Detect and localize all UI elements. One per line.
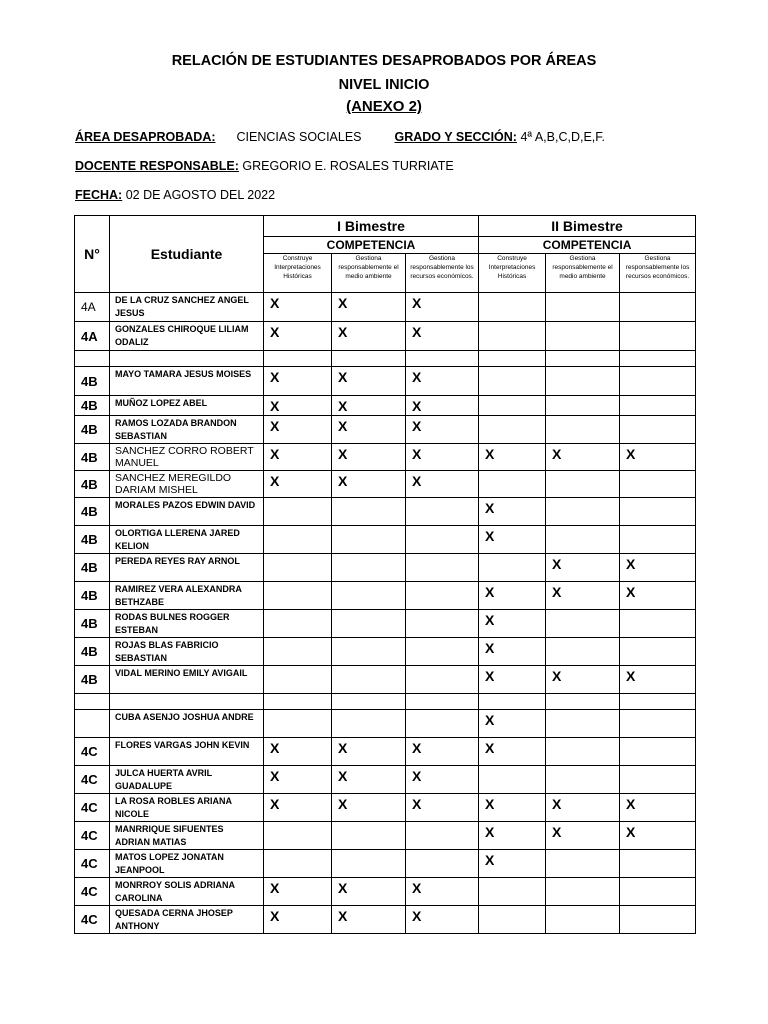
student-name: RAMOS LOZADA BRANDON SEBASTIAN	[110, 416, 264, 444]
fecha-label: FECHA:	[75, 188, 123, 202]
mark-cell: X	[406, 794, 479, 822]
mark-cell	[620, 396, 696, 416]
mark-cell	[546, 906, 620, 934]
row-section: 4C	[75, 766, 110, 794]
header-number: N°	[75, 216, 110, 293]
mark-cell: X	[620, 554, 696, 582]
mark-cell	[479, 351, 546, 367]
mark-cell	[546, 322, 620, 351]
mark-cell	[546, 738, 620, 766]
student-name: ROJAS BLAS FABRICIO SEBASTIAN	[110, 638, 264, 666]
mark-cell: X	[406, 878, 479, 906]
mark-cell: X	[332, 738, 406, 766]
row-section: 4B	[75, 666, 110, 694]
row-section: 4C	[75, 738, 110, 766]
table-row	[75, 666, 696, 694]
row-section: 4B	[75, 396, 110, 416]
mark-cell	[546, 878, 620, 906]
student-name	[110, 694, 264, 710]
mark-cell: X	[546, 582, 620, 610]
table-row	[75, 351, 696, 367]
mark-cell	[406, 666, 479, 694]
meta-fecha-row	[75, 188, 275, 202]
mark-cell: X	[332, 878, 406, 906]
mark-cell	[406, 526, 479, 554]
table-row	[75, 906, 696, 934]
row-section: 4A	[75, 322, 110, 351]
mark-cell	[479, 322, 546, 351]
row-section: 4B	[75, 498, 110, 526]
mark-cell: X	[406, 738, 479, 766]
mark-cell	[406, 638, 479, 666]
student-name: QUESADA CERNA JHOSEP ANTHONY	[110, 906, 264, 934]
mark-cell	[546, 610, 620, 638]
mark-cell	[479, 396, 546, 416]
row-section: 4B	[75, 582, 110, 610]
mark-cell: X	[264, 293, 332, 322]
header-sub-historicas-2: Construye Interpretaciones Históricas	[479, 254, 546, 293]
table-row	[75, 710, 696, 738]
mark-cell	[264, 498, 332, 526]
mark-cell	[332, 822, 406, 850]
mark-cell	[479, 766, 546, 794]
mark-cell	[264, 610, 332, 638]
mark-cell	[332, 351, 406, 367]
mark-cell: X	[546, 666, 620, 694]
mark-cell	[620, 906, 696, 934]
row-section: 4B	[75, 471, 110, 498]
mark-cell	[264, 822, 332, 850]
mark-cell: X	[406, 396, 479, 416]
mark-cell	[620, 850, 696, 878]
table-row	[75, 293, 696, 322]
mark-cell	[620, 610, 696, 638]
mark-cell	[620, 738, 696, 766]
mark-cell	[479, 416, 546, 444]
mark-cell: X	[406, 322, 479, 351]
student-name: OLORTIGA LLERENA JARED KELION	[110, 526, 264, 554]
row-section	[75, 694, 110, 710]
mark-cell	[264, 666, 332, 694]
mark-cell	[479, 367, 546, 396]
document-annex: (ANEXO 2)	[346, 98, 422, 115]
mark-cell: X	[332, 367, 406, 396]
mark-cell: X	[264, 367, 332, 396]
mark-cell: X	[406, 444, 479, 471]
mark-cell: X	[620, 666, 696, 694]
fecha-value: 02 DE AGOSTO DEL 2022	[125, 188, 276, 202]
mark-cell: X	[264, 444, 332, 471]
row-section: 4B	[75, 638, 110, 666]
mark-cell: X	[264, 396, 332, 416]
table-row	[75, 638, 696, 666]
mark-cell	[406, 822, 479, 850]
mark-cell	[332, 610, 406, 638]
row-section: 4C	[75, 878, 110, 906]
student-name: MUÑOZ LOPEZ ABEL	[110, 396, 264, 416]
mark-cell: X	[620, 822, 696, 850]
header-competencia-2: COMPETENCIA	[479, 237, 696, 254]
mark-cell: X	[546, 444, 620, 471]
mark-cell: X	[406, 293, 479, 322]
row-section: 4B	[75, 416, 110, 444]
row-section: 4B	[75, 610, 110, 638]
mark-cell: X	[406, 367, 479, 396]
mark-cell: X	[479, 498, 546, 526]
row-section: 4C	[75, 906, 110, 934]
mark-cell	[546, 638, 620, 666]
mark-cell	[406, 351, 479, 367]
header-sub-economicos-1: Gestiona responsablemente los recursos económicos.	[406, 254, 479, 293]
mark-cell	[332, 498, 406, 526]
docente-value: GREGORIO E. ROSALES TURRIATE	[242, 159, 454, 173]
table-row	[75, 582, 696, 610]
mark-cell: X	[620, 582, 696, 610]
mark-cell	[620, 878, 696, 906]
mark-cell: X	[332, 293, 406, 322]
row-section: 4B	[75, 554, 110, 582]
mark-cell	[406, 498, 479, 526]
mark-cell: X	[546, 794, 620, 822]
mark-cell	[332, 850, 406, 878]
student-name: MATOS LOPEZ JONATAN JEANPOOL	[110, 850, 264, 878]
mark-cell	[620, 322, 696, 351]
document-subtitle: NIVEL INICIO	[338, 77, 430, 93]
header-student: Estudiante	[110, 216, 264, 293]
student-name: FLORES VARGAS JOHN KEVIN	[110, 738, 264, 766]
mark-cell: X	[264, 322, 332, 351]
mark-cell: X	[332, 766, 406, 794]
mark-cell: X	[479, 610, 546, 638]
mark-cell: X	[264, 471, 332, 498]
row-section: 4B	[75, 367, 110, 396]
mark-cell: X	[479, 738, 546, 766]
mark-cell: X	[546, 822, 620, 850]
header-bimestre-1: I Bimestre	[264, 216, 479, 237]
student-name: LA ROSA ROBLES ARIANA NICOLE	[110, 794, 264, 822]
student-name: VIDAL MERINO EMILY AVIGAIL	[110, 666, 264, 694]
mark-cell: X	[332, 444, 406, 471]
mark-cell	[406, 694, 479, 710]
mark-cell	[264, 850, 332, 878]
mark-cell: X	[264, 416, 332, 444]
mark-cell: X	[479, 666, 546, 694]
mark-cell: X	[264, 794, 332, 822]
mark-cell	[620, 471, 696, 498]
mark-cell	[620, 367, 696, 396]
row-section	[75, 710, 110, 738]
mark-cell	[332, 666, 406, 694]
mark-cell: X	[479, 822, 546, 850]
mark-cell: X	[264, 738, 332, 766]
mark-cell	[479, 878, 546, 906]
mark-cell: X	[406, 906, 479, 934]
mark-cell	[264, 351, 332, 367]
mark-cell	[546, 351, 620, 367]
mark-cell: X	[332, 322, 406, 351]
row-section: 4B	[75, 526, 110, 554]
mark-cell	[332, 710, 406, 738]
table-row	[75, 444, 696, 471]
header-sub-historicas-1: Construye Interpretaciones Históricas	[264, 254, 332, 293]
table-row	[75, 878, 696, 906]
mark-cell	[546, 710, 620, 738]
table-row	[75, 766, 696, 794]
table-row	[75, 694, 696, 710]
row-section: 4C	[75, 850, 110, 878]
table-row	[75, 794, 696, 822]
mark-cell: X	[264, 878, 332, 906]
table-row	[75, 396, 696, 416]
table-row	[75, 822, 696, 850]
student-name: RODAS BULNES ROGGER ESTEBAN	[110, 610, 264, 638]
mark-cell	[332, 582, 406, 610]
row-section: 4C	[75, 794, 110, 822]
row-section: 4C	[75, 822, 110, 850]
grado-label: GRADO Y SECCIÓN:	[394, 130, 517, 144]
students-table	[74, 215, 696, 934]
mark-cell: X	[479, 850, 546, 878]
mark-cell	[546, 471, 620, 498]
student-name	[110, 351, 264, 367]
mark-cell: X	[479, 444, 546, 471]
table-row	[75, 738, 696, 766]
mark-cell	[264, 638, 332, 666]
mark-cell	[546, 367, 620, 396]
mark-cell	[406, 710, 479, 738]
student-name: JULCA HUERTA AVRIL GUADALUPE	[110, 766, 264, 794]
table-row	[75, 554, 696, 582]
mark-cell	[479, 293, 546, 322]
document-title: RELACIÓN DE ESTUDIANTES DESAPROBADOS POR ÁREAS	[171, 53, 597, 69]
student-name: MORALES PAZOS EDWIN DAVID	[110, 498, 264, 526]
mark-cell: X	[406, 766, 479, 794]
mark-cell: X	[264, 766, 332, 794]
student-name: DE LA CRUZ SANCHEZ ANGEL JESUS	[110, 293, 264, 322]
mark-cell	[264, 554, 332, 582]
mark-cell	[406, 554, 479, 582]
meta-docente-row	[75, 159, 454, 173]
mark-cell: X	[406, 416, 479, 444]
mark-cell	[546, 498, 620, 526]
mark-cell	[332, 554, 406, 582]
mark-cell: X	[479, 526, 546, 554]
mark-cell	[264, 710, 332, 738]
student-name: GONZALES CHIROQUE LILIAM ODALIZ	[110, 322, 264, 351]
header-sub-ambiente-1: Gestiona responsablemente el medio ambiente	[332, 254, 406, 293]
student-name: PEREDA REYES RAY ARNOL	[110, 554, 264, 582]
table-row	[75, 416, 696, 444]
row-section: 4B	[75, 444, 110, 471]
mark-cell: X	[332, 471, 406, 498]
docente-label: DOCENTE RESPONSABLE:	[75, 159, 239, 173]
student-name: SANCHEZ CORRO ROBERT MANUEL	[110, 444, 264, 471]
table-row	[75, 322, 696, 351]
mark-cell	[546, 293, 620, 322]
mark-cell	[546, 850, 620, 878]
mark-cell	[332, 526, 406, 554]
mark-cell	[332, 638, 406, 666]
grado-value: 4ª A,B,C,D,E,F.	[520, 130, 605, 144]
table-row	[75, 610, 696, 638]
row-section	[75, 351, 110, 367]
mark-cell	[546, 694, 620, 710]
mark-cell	[332, 694, 406, 710]
mark-cell: X	[620, 444, 696, 471]
mark-cell	[620, 638, 696, 666]
table-row	[75, 498, 696, 526]
mark-cell: X	[479, 638, 546, 666]
mark-cell	[620, 293, 696, 322]
area-label: ÁREA DESAPROBADA:	[75, 130, 216, 144]
mark-cell: X	[406, 471, 479, 498]
student-name: MONRROY SOLIS ADRIANA CAROLINA	[110, 878, 264, 906]
mark-cell	[546, 416, 620, 444]
mark-cell	[546, 766, 620, 794]
mark-cell	[479, 554, 546, 582]
mark-cell	[620, 766, 696, 794]
header-sub-economicos-2: Gestiona responsablemente los recursos económicos.	[620, 254, 696, 293]
mark-cell: X	[620, 794, 696, 822]
mark-cell	[620, 416, 696, 444]
row-section: 4A	[75, 293, 110, 322]
mark-cell	[620, 351, 696, 367]
mark-cell: X	[546, 554, 620, 582]
student-name: MAYO TAMARA JESUS MOISES	[110, 367, 264, 396]
table-row	[75, 471, 696, 498]
header-bimestre-2: II Bimestre	[479, 216, 696, 237]
mark-cell	[546, 396, 620, 416]
mark-cell: X	[479, 794, 546, 822]
mark-cell	[406, 610, 479, 638]
table-row	[75, 526, 696, 554]
mark-cell	[479, 471, 546, 498]
header-sub-ambiente-2: Gestiona responsablemente el medio ambiente	[546, 254, 620, 293]
mark-cell: X	[479, 582, 546, 610]
student-name: MANRRIQUE SIFUENTES ADRIAN MATIAS	[110, 822, 264, 850]
mark-cell	[264, 526, 332, 554]
mark-cell: X	[264, 906, 332, 934]
header-competencia-1: COMPETENCIA	[264, 237, 479, 254]
students-table-body	[75, 293, 696, 934]
meta-area-row	[75, 130, 605, 144]
mark-cell	[620, 526, 696, 554]
student-name: CUBA ASENJO JOSHUA ANDRE	[110, 710, 264, 738]
mark-cell	[479, 906, 546, 934]
mark-cell	[546, 526, 620, 554]
mark-cell: X	[332, 906, 406, 934]
student-name: RAMIREZ VERA ALEXANDRA BETHZABE	[110, 582, 264, 610]
area-value: CIENCIAS SOCIALES	[236, 130, 362, 144]
table-row	[75, 850, 696, 878]
mark-cell	[620, 498, 696, 526]
mark-cell	[406, 582, 479, 610]
mark-cell: X	[332, 794, 406, 822]
mark-cell	[479, 694, 546, 710]
student-name: SANCHEZ MEREGILDO DARIAM MISHEL	[110, 471, 264, 498]
mark-cell: X	[332, 416, 406, 444]
mark-cell: X	[332, 396, 406, 416]
mark-cell	[406, 850, 479, 878]
mark-cell	[620, 710, 696, 738]
mark-cell: X	[479, 710, 546, 738]
table-row	[75, 367, 696, 396]
mark-cell	[620, 694, 696, 710]
mark-cell	[264, 582, 332, 610]
mark-cell	[264, 694, 332, 710]
